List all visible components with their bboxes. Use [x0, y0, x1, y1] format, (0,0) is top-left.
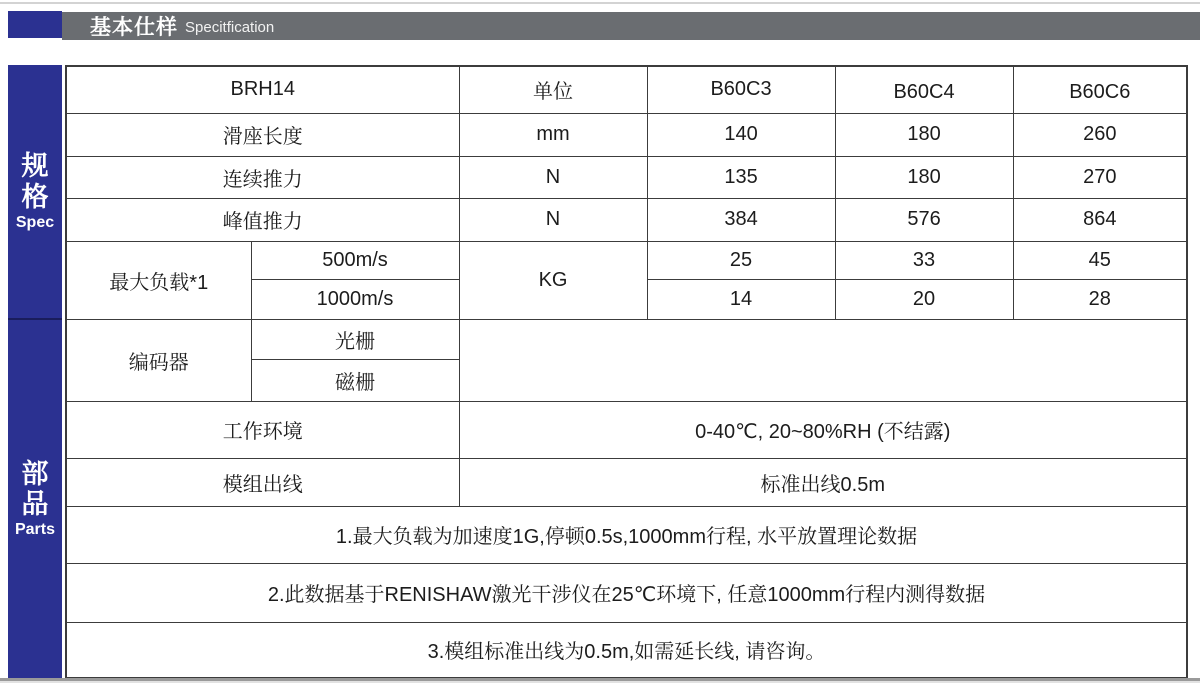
value-cell: 20 [835, 279, 1013, 319]
encoder-label-cell: 编码器 [66, 319, 251, 401]
note-row-3 [66, 622, 1187, 678]
table-row-cable [66, 458, 1187, 506]
table-row-max-load-500 [66, 241, 1187, 279]
unit-cell: N [459, 156, 647, 198]
header-row [66, 66, 1187, 113]
side-parts-label-en: Parts [14, 521, 56, 539]
value-cell: 260 [1013, 113, 1187, 156]
side-section-parts [8, 318, 62, 678]
value-cell: 14 [647, 279, 835, 319]
encoder-option-cell: 磁栅 [251, 359, 459, 401]
encoder-empty-cell [459, 319, 1187, 401]
value-cell: 28 [1013, 279, 1187, 319]
sub-row-label-cell: 1000m/s [251, 279, 459, 319]
note-row-1 [66, 506, 1187, 563]
model-cell: BRH14 [66, 66, 459, 113]
bottom-divider-rule-light [0, 681, 1200, 683]
row-label-cell: 峰值推力 [66, 198, 459, 241]
value-cell: 140 [647, 113, 835, 156]
value-cell: 180 [835, 113, 1013, 156]
table-row-slide-length [66, 113, 1187, 156]
cable-label-cell: 模组出线 [66, 458, 459, 506]
unit-cell: mm [459, 113, 647, 156]
specification-table [65, 65, 1188, 679]
side-parts-label-cn: 部品 [21, 458, 49, 519]
column-header-b60c4 [835, 66, 1013, 113]
environment-value-cell: 0-40℃, 20~80%RH (不结露) [459, 401, 1187, 458]
sub-row-label-cell: 500m/s [251, 241, 459, 279]
section-title-bar [62, 12, 1200, 40]
column-header-b60c6-label: B60C6 [1069, 81, 1131, 104]
note-row-2 [66, 563, 1187, 622]
side-spec-label-en: Spec [15, 213, 55, 231]
value-cell: 864 [1013, 198, 1187, 241]
value-cell: 576 [835, 198, 1013, 241]
unit-header-cell: 单位 [459, 66, 647, 113]
max-load-label-cell: 最大负载*1 [66, 241, 251, 319]
section-title-cn: 基本仕样 [90, 16, 178, 39]
column-header-b60c3: B60C3 [647, 66, 835, 113]
value-cell: 180 [835, 156, 1013, 198]
note-text-1: 1.最大负载为加速度1G,停顿0.5s,1000mm行程, 水平放置理论数据 [66, 506, 1187, 563]
environment-label-cell: 工作环境 [66, 401, 459, 458]
row-label-cell: 滑座长度 [66, 113, 459, 156]
side-spec-label-cn: 规格 [21, 151, 49, 212]
column-header-b60c4-label: B60C4 [893, 81, 955, 104]
table-row-encoder-optical [66, 319, 1187, 359]
value-cell: 25 [647, 241, 835, 279]
row-label-cell: 连续推力 [66, 156, 459, 198]
value-cell: 135 [647, 156, 835, 198]
note-text-3: 3.模组标准出线为0.5m,如需延长线, 请咨询。 [66, 622, 1187, 678]
title-accent-block [8, 11, 62, 38]
value-cell: 270 [1013, 156, 1187, 198]
side-category-band [8, 65, 62, 678]
table-row-continuous-thrust [66, 156, 1187, 198]
unit-cell: N [459, 198, 647, 241]
table-row-environment [66, 401, 1187, 458]
encoder-option-cell: 光栅 [251, 319, 459, 359]
table-row-peak-thrust [66, 198, 1187, 241]
column-header-b60c6 [1013, 66, 1187, 113]
value-cell: 33 [835, 241, 1013, 279]
top-divider-rule [0, 2, 1200, 4]
cable-value-cell: 标准出线0.5m [459, 458, 1187, 506]
side-section-spec [8, 65, 62, 318]
value-cell: 45 [1013, 241, 1187, 279]
unit-cell: KG [459, 241, 647, 319]
section-title-en: Specitfication [185, 18, 275, 36]
note-text-2: 2.此数据基于RENISHAW激光干涉仪在25℃环境下, 任意1000mm行程内测得数据 [66, 563, 1187, 622]
value-cell: 384 [647, 198, 835, 241]
